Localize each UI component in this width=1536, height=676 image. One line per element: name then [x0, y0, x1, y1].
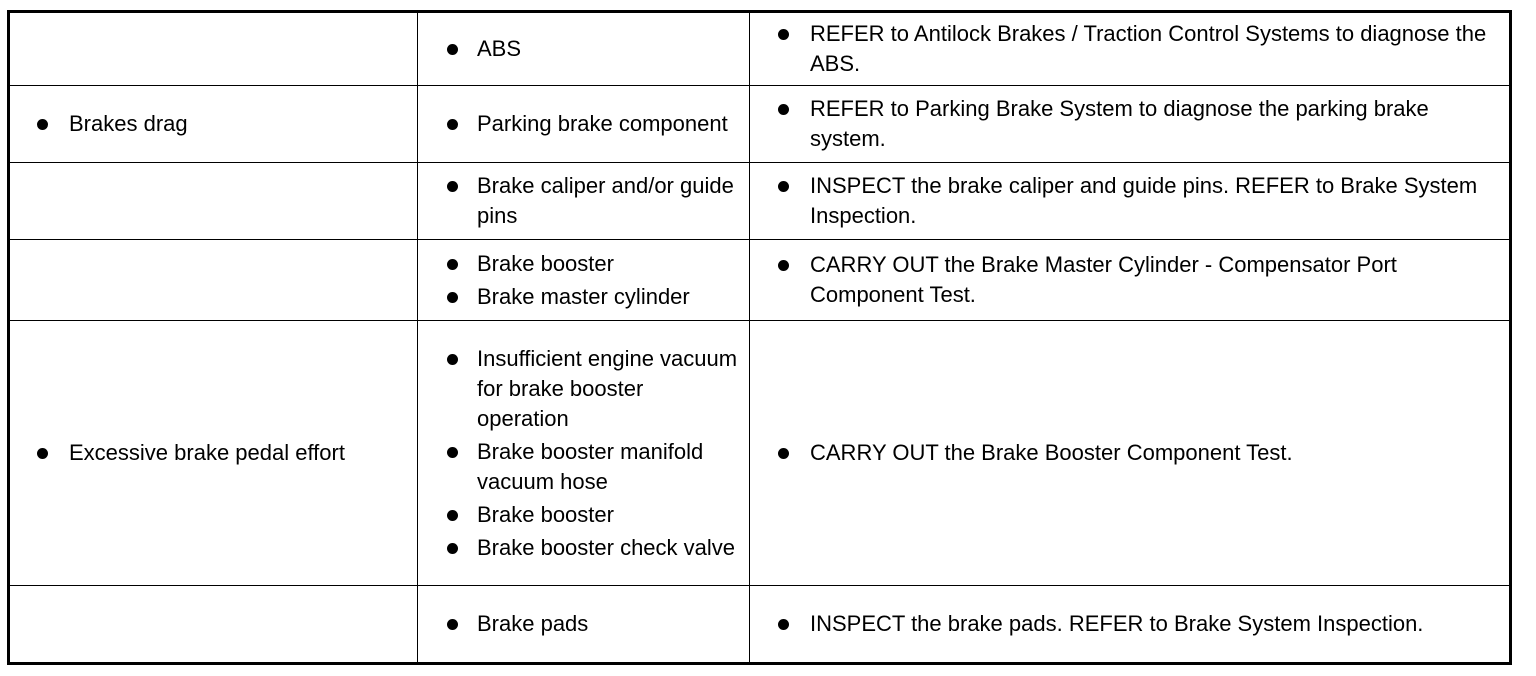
condition-cell [9, 163, 418, 240]
bullet-icon [447, 292, 458, 303]
action-list [750, 438, 1509, 468]
source-text: ABS [477, 36, 522, 61]
list-item [750, 171, 1509, 231]
source-text: Insufficient engine vacuum for brake booster operation [477, 345, 738, 431]
table-row [9, 86, 1511, 163]
condition-cell [9, 321, 418, 586]
list-item [750, 438, 1509, 468]
bullet-icon [447, 543, 458, 554]
action-list [750, 171, 1509, 231]
table-row [9, 321, 1511, 586]
source-list [418, 34, 749, 64]
bullet-icon [778, 448, 789, 459]
action-list [750, 94, 1509, 154]
bullet-icon [778, 181, 789, 192]
condition-cell [9, 240, 418, 321]
bullet-icon [778, 260, 789, 271]
bullet-icon [447, 181, 458, 192]
condition-list [10, 109, 417, 139]
bullet-icon [778, 104, 789, 115]
action-cell [750, 586, 1511, 664]
source-list [418, 109, 749, 139]
source-cell [418, 163, 750, 240]
list-item [418, 34, 749, 64]
list-item [418, 249, 749, 279]
action-cell [750, 12, 1511, 86]
source-cell [418, 586, 750, 664]
condition-cell [9, 12, 418, 86]
table-row [9, 163, 1511, 240]
bullet-icon [447, 119, 458, 130]
list-item [750, 250, 1509, 310]
list-item [750, 19, 1509, 79]
action-text: INSPECT the brake pads. REFER to Brake System Inspection. [810, 611, 1424, 636]
list-item [418, 171, 749, 231]
action-text: CARRY OUT the Brake Booster Component Test. [810, 440, 1293, 465]
bullet-icon [778, 29, 789, 40]
bullet-icon [447, 44, 458, 55]
list-item [418, 109, 749, 139]
list-item [10, 438, 417, 468]
diagnostic-table [7, 10, 1512, 665]
list-item [418, 344, 749, 434]
source-list [418, 344, 749, 563]
table-row [9, 240, 1511, 321]
source-list [418, 609, 749, 639]
bullet-icon [447, 354, 458, 365]
source-text: Brake caliper and/or guide pins [477, 173, 734, 228]
source-list [418, 171, 749, 231]
action-text: INSPECT the brake caliper and guide pins. REFER to Brake System Inspection. [810, 173, 1478, 228]
source-list [418, 249, 749, 312]
source-text: Brake pads [477, 611, 589, 636]
condition-text: Brakes drag [69, 111, 188, 136]
bullet-icon [37, 119, 48, 130]
bullet-icon [447, 510, 458, 521]
source-text: Brake booster [477, 501, 614, 527]
list-item [418, 437, 749, 497]
condition-text: Excessive brake pedal effort [69, 440, 345, 465]
action-text: REFER to Parking Brake System to diagnose the parking brake system. [810, 96, 1429, 151]
source-text: Brake booster manifold vacuum hose [477, 438, 704, 494]
source-cell [418, 321, 750, 586]
source-cell [418, 86, 750, 163]
source-text: Brake booster [477, 250, 614, 276]
action-cell [750, 321, 1511, 586]
source-cell [418, 240, 750, 321]
action-cell [750, 86, 1511, 163]
condition-list [10, 438, 417, 468]
source-text: Brake master cylinder [477, 283, 690, 309]
bullet-icon [778, 619, 789, 630]
bullet-icon [37, 448, 48, 459]
source-text: Parking brake component [477, 111, 728, 136]
action-cell [750, 163, 1511, 240]
bullet-icon [447, 447, 458, 458]
action-text: REFER to Antilock Brakes / Traction Control Systems to diagnose the ABS. [810, 21, 1487, 76]
list-item [750, 94, 1509, 154]
action-text: CARRY OUT the Brake Master Cylinder - Compensator Port Component Test. [810, 252, 1397, 307]
bullet-icon [447, 619, 458, 630]
action-list [750, 250, 1509, 310]
condition-cell [9, 86, 418, 163]
list-item [418, 533, 749, 563]
list-item [418, 500, 749, 530]
bullet-icon [447, 259, 458, 270]
table-row [9, 586, 1511, 664]
list-item [418, 609, 749, 639]
list-item [750, 609, 1509, 639]
source-cell [418, 12, 750, 86]
condition-cell [9, 586, 418, 664]
action-list [750, 609, 1509, 639]
action-cell [750, 240, 1511, 321]
list-item [10, 109, 417, 139]
action-list [750, 19, 1509, 79]
table-row [9, 12, 1511, 86]
source-text: Brake booster check valve [477, 534, 736, 560]
list-item [418, 282, 749, 312]
